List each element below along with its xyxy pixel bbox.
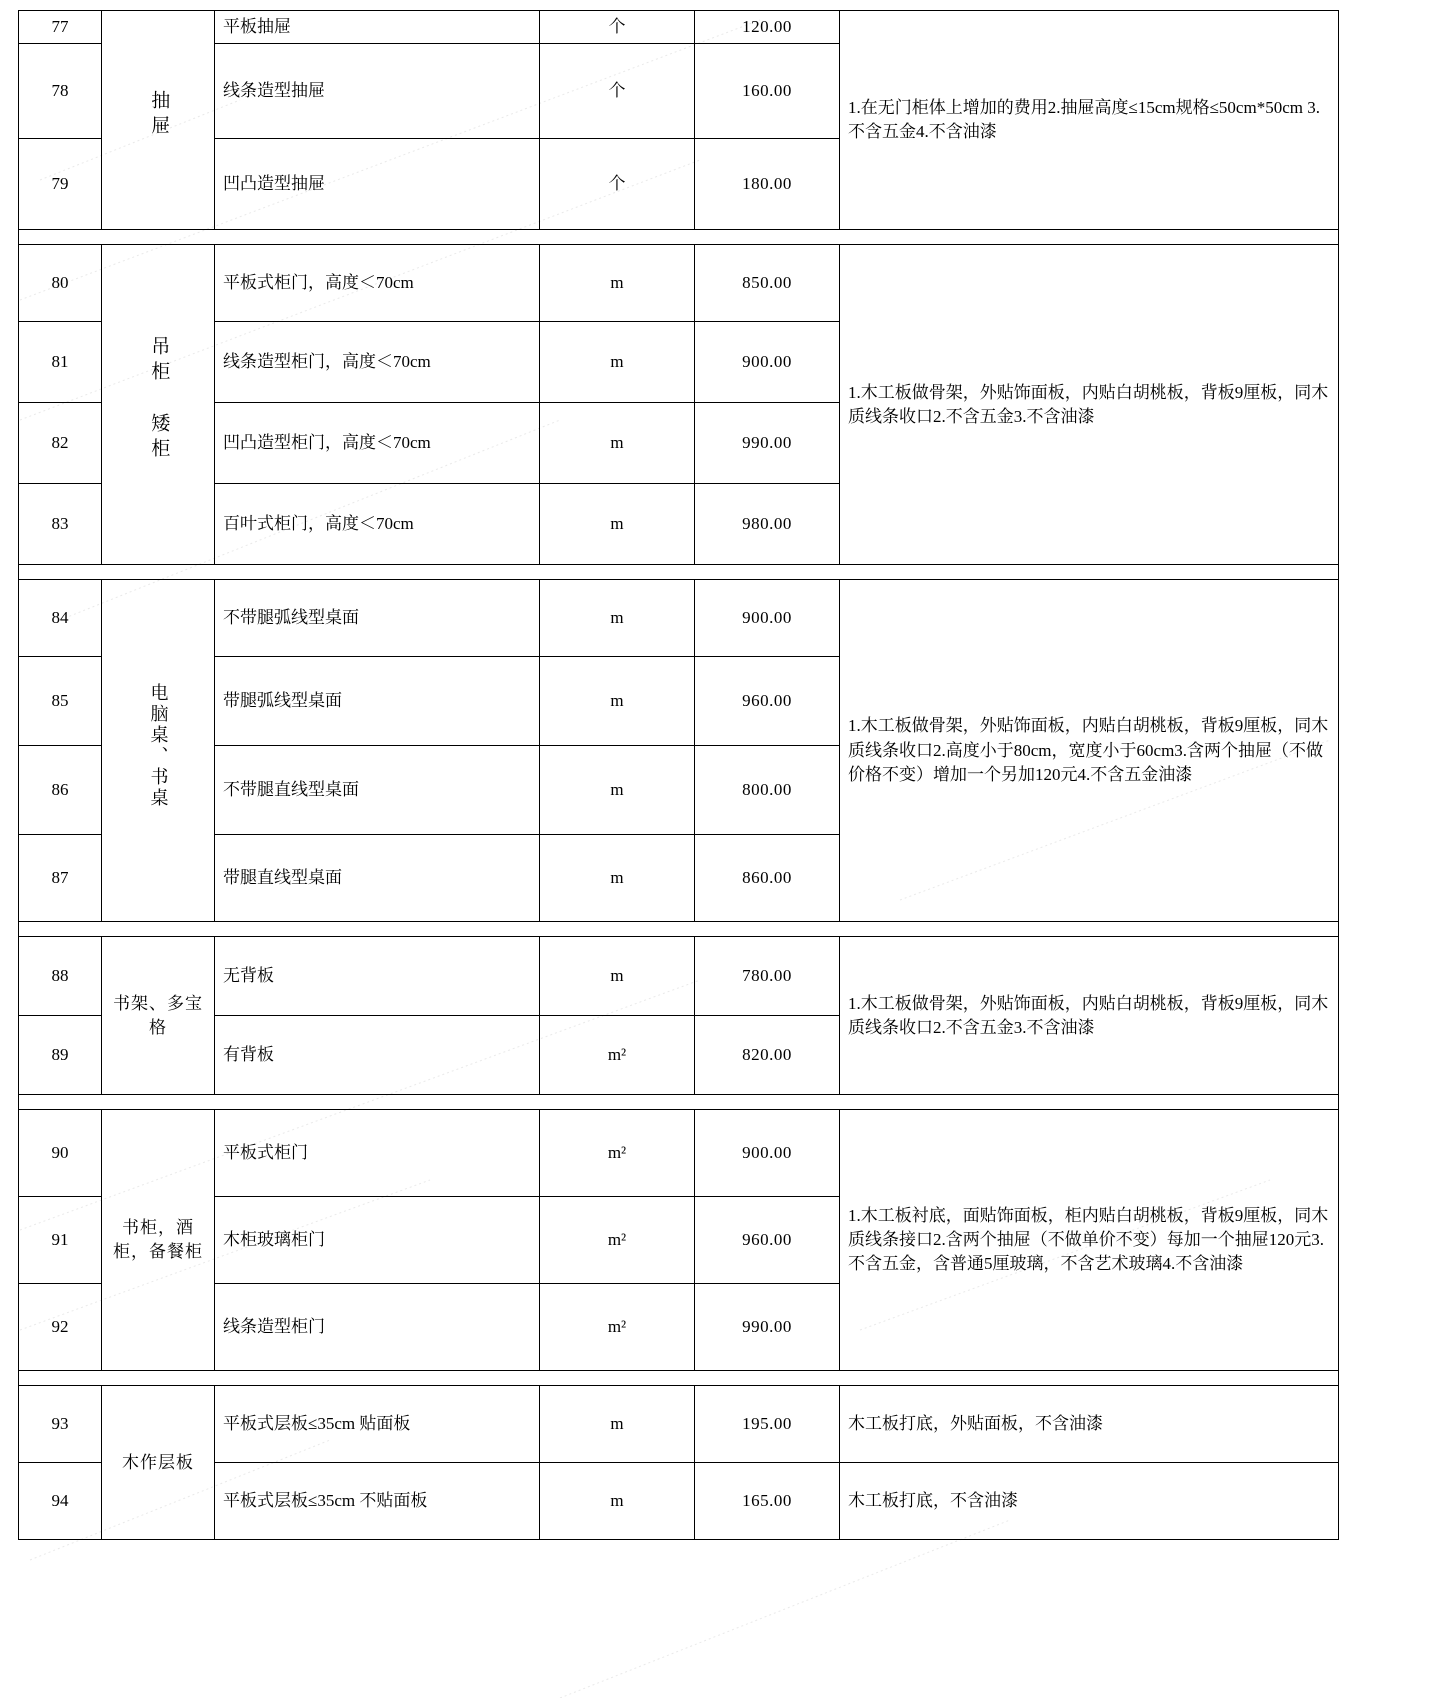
unit: m <box>540 835 695 922</box>
item-name: 线条造型抽屉 <box>215 44 540 139</box>
unit: m <box>540 484 695 565</box>
unit: 个 <box>540 139 695 230</box>
row-note: 木工板打底，外贴面板，不含油漆 <box>840 1386 1339 1463</box>
row-number: 79 <box>19 139 102 230</box>
row-number: 87 <box>19 835 102 922</box>
row-number: 82 <box>19 403 102 484</box>
category-cell <box>102 580 215 922</box>
row-number: 78 <box>19 44 102 139</box>
item-name: 平板式柜门，高度＜70cm <box>215 245 540 322</box>
group-separator <box>19 230 1339 245</box>
table-row <box>19 1110 1339 1197</box>
item-name: 有背板 <box>215 1016 540 1095</box>
price: 120.00 <box>695 11 840 44</box>
item-name: 百叶式柜门，高度＜70cm <box>215 484 540 565</box>
price-table-sheet <box>18 10 1338 1540</box>
price: 900.00 <box>695 322 840 403</box>
unit: m <box>540 322 695 403</box>
unit: m <box>540 1463 695 1540</box>
unit: m² <box>540 1197 695 1284</box>
row-number: 90 <box>19 1110 102 1197</box>
row-number: 83 <box>19 484 102 565</box>
item-name: 凹凸造型柜门，高度＜70cm <box>215 403 540 484</box>
unit: m² <box>540 1110 695 1197</box>
price: 990.00 <box>695 1284 840 1371</box>
item-name: 线条造型柜门，高度＜70cm <box>215 322 540 403</box>
table-row <box>19 580 1339 657</box>
group-separator <box>19 922 1339 937</box>
price: 900.00 <box>695 1110 840 1197</box>
row-number: 88 <box>19 937 102 1016</box>
category-label: 抽屉 <box>148 90 170 141</box>
item-name: 木柜玻璃柜门 <box>215 1197 540 1284</box>
table-row <box>19 11 1339 44</box>
category-label: 吊柜 矮柜 <box>148 336 170 464</box>
row-number: 77 <box>19 11 102 44</box>
group-separator <box>19 565 1339 580</box>
group-separator <box>19 1095 1339 1110</box>
group-note: 1.木工板做骨架，外贴饰面板，内贴白胡桃板，背板9厘板，同木质线条收口2.不含五金3.不含油漆 <box>840 937 1339 1095</box>
item-name: 无背板 <box>215 937 540 1016</box>
row-number: 91 <box>19 1197 102 1284</box>
row-number: 81 <box>19 322 102 403</box>
item-name: 平板抽屉 <box>215 11 540 44</box>
row-number: 85 <box>19 657 102 746</box>
price: 820.00 <box>695 1016 840 1095</box>
category-cell: 书柜，酒柜，备餐柜 <box>102 1110 215 1371</box>
price: 195.00 <box>695 1386 840 1463</box>
group-note: 1.木工板衬底，面贴饰面板，柜内贴白胡桃板，背板9厘板，同木质线条接口2.含两个抽屉（不做单价不变）每加一个抽屉120元3.不含五金，含普通5厘玻璃，不含艺术玻璃4.不含油漆 <box>840 1110 1339 1371</box>
row-number: 94 <box>19 1463 102 1540</box>
category-cell: 木作层板 <box>102 1386 215 1540</box>
row-number: 92 <box>19 1284 102 1371</box>
unit: m <box>540 580 695 657</box>
unit: 个 <box>540 11 695 44</box>
price: 780.00 <box>695 937 840 1016</box>
price: 850.00 <box>695 245 840 322</box>
item-name: 不带腿弧线型桌面 <box>215 580 540 657</box>
unit: m <box>540 245 695 322</box>
item-name: 不带腿直线型桌面 <box>215 746 540 835</box>
table-row <box>19 245 1339 322</box>
category-cell <box>102 11 215 230</box>
price: 160.00 <box>695 44 840 139</box>
group-note: 1.在无门柜体上增加的费用2.抽屉高度≤15cm规格≤50cm*50cm 3.不含五金4.不含油漆 <box>840 11 1339 230</box>
price: 960.00 <box>695 657 840 746</box>
row-number: 86 <box>19 746 102 835</box>
category-label: 电脑桌、书桌 <box>148 682 169 809</box>
unit: m² <box>540 1284 695 1371</box>
row-note: 木工板打底，不含油漆 <box>840 1463 1339 1540</box>
price: 180.00 <box>695 139 840 230</box>
unit: m <box>540 746 695 835</box>
row-number: 80 <box>19 245 102 322</box>
category-cell <box>102 245 215 565</box>
group-separator <box>19 1371 1339 1386</box>
item-name: 线条造型柜门 <box>215 1284 540 1371</box>
unit: m² <box>540 1016 695 1095</box>
row-number: 93 <box>19 1386 102 1463</box>
table-row <box>19 1463 1339 1540</box>
price: 960.00 <box>695 1197 840 1284</box>
price: 860.00 <box>695 835 840 922</box>
unit: m <box>540 937 695 1016</box>
price: 165.00 <box>695 1463 840 1540</box>
item-name: 平板式层板≤35cm 贴面板 <box>215 1386 540 1463</box>
item-name: 带腿弧线型桌面 <box>215 657 540 746</box>
price: 900.00 <box>695 580 840 657</box>
price: 800.00 <box>695 746 840 835</box>
item-name: 平板式柜门 <box>215 1110 540 1197</box>
group-note: 1.木工板做骨架，外贴饰面板，内贴白胡桃板，背板9厘板，同木质线条收口2.高度小于80cm，宽度小于60cm3.含两个抽屉（不做价格不变）增加一个另加120元4.不含五金油漆 <box>840 580 1339 922</box>
table-row <box>19 1386 1339 1463</box>
price-table <box>18 10 1339 1540</box>
category-cell: 书架、多宝格 <box>102 937 215 1095</box>
item-name: 凹凸造型抽屉 <box>215 139 540 230</box>
group-note: 1.木工板做骨架，外贴饰面板，内贴白胡桃板，背板9厘板，同木质线条收口2.不含五金3.不含油漆 <box>840 245 1339 565</box>
table-row <box>19 937 1339 1016</box>
unit: 个 <box>540 44 695 139</box>
price: 980.00 <box>695 484 840 565</box>
price: 990.00 <box>695 403 840 484</box>
row-number: 89 <box>19 1016 102 1095</box>
item-name: 带腿直线型桌面 <box>215 835 540 922</box>
unit: m <box>540 657 695 746</box>
unit: m <box>540 403 695 484</box>
item-name: 平板式层板≤35cm 不贴面板 <box>215 1463 540 1540</box>
unit: m <box>540 1386 695 1463</box>
row-number: 84 <box>19 580 102 657</box>
